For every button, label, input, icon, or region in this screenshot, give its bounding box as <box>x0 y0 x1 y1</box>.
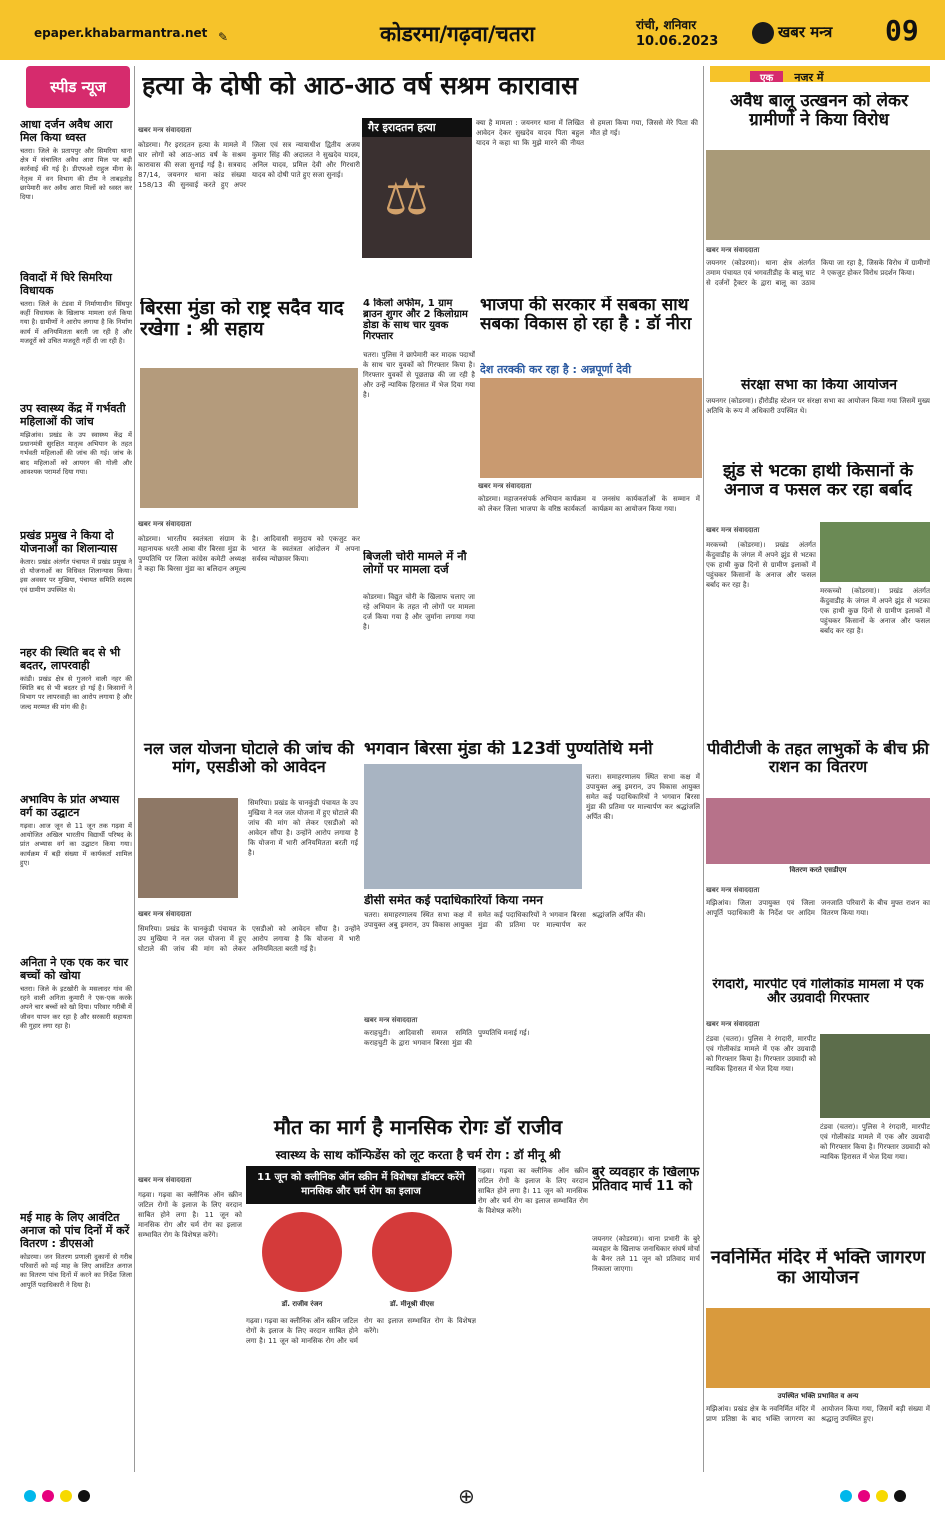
water-byline: खबर मन्त्र संवाददाता <box>138 910 192 918</box>
doctor1-name: डॉ. राजीव रंजन <box>281 1300 323 1308</box>
arrest-headline: 4 किलो अफीम, 1 ग्राम ब्राउन शुगर और 2 किलोग्राम डोडा के साथ चार युवक गिरफ्तार <box>363 298 468 342</box>
bjp-headline: भाजपा की सरकार में सबका साथ सबका विकास हो रहा है : डॉ नीरा <box>480 296 692 334</box>
sidebar-item-body: चतरा। जिले के इटखोरी के मसलादर गांव की रहने वाली अनिता कुमारी ने एक-एक करके अपने चार बच्चों को खो दिया। परिवार गरीबी में जीवन यापन कर रहा है और सरकारी सहायता की गुहार लगा रहा है। <box>20 985 132 1030</box>
extortion-body-side: टंडवा (चतरा)। पुलिस ने रंगदारी, मारपीट एवं गोलीकांड मामले में एक और उग्रवादी को गिरफ्तार किया है। गिरफ्तार उग्रवादी को न्यायिक हिरासत में भेज दिया गया। <box>820 1123 930 1161</box>
sand-photo <box>706 150 930 240</box>
pvtg-headline: पीवीटीजी के तहत लाभुकों के बीच फ्री राशन का वितरण <box>707 740 929 776</box>
main-headline: हत्या के दोषी को आठ-आठ वर्ष सश्रम कारावास <box>142 72 579 100</box>
sidebar-item <box>20 529 132 640</box>
electricity-body: कोडरमा। विद्युत चोरी के खिलाफ चलाए जा रहे अभियान के तहत नौ लोगों पर मामला दर्ज किया गया है और जुर्माना लगाया गया है। <box>363 593 475 631</box>
ek-nazar-prefix: एक <box>750 71 783 82</box>
masthead-bar <box>0 0 945 60</box>
crime-photo <box>362 118 472 258</box>
ek-nazar-tag <box>710 66 930 82</box>
birsa-anniv-body: चतरा। समाहरणालय स्थित सभा कक्ष में उपायुक्त अबु इमरान, उप विकास आयुक्त समेत कई पदाधिकारियों ने भगवान बिरसा मुंडा की प्रतिमा पर माल्यार्पण कर श्रद्धांजलि अर्पित की। <box>364 911 646 929</box>
pvtg-byline: खबर मन्त्र संवाददाता <box>706 886 760 894</box>
birsa-anniv-headline: भगवान बिरसा मुंडा की 123वीं पुण्यतिथि मनी <box>364 740 653 759</box>
color-dot <box>894 1490 906 1502</box>
site-url[interactable]: epaper.khabarmantra.net <box>34 26 208 40</box>
extortion-photo <box>820 1034 930 1118</box>
elephant-byline: खबर मन्त्र संवाददाता <box>706 526 760 534</box>
print-registration-marks <box>0 1478 945 1517</box>
sidebar-item-title: उप स्वास्थ्य केंद्र में गर्भवती महिलाओं की जांच <box>20 402 126 428</box>
extortion-headline: रंगदारी, मारपीट एवं गोलीकांड मामला में एक और उग्रवादी गिरफ्तार <box>712 978 924 1007</box>
cursor-icon: ✎ <box>218 30 229 44</box>
issue-date: 10.06.2023 <box>636 34 719 49</box>
sidebar-item-title: अभाविप के प्रांत अभ्यास वर्ग का उद्घाटन <box>20 793 120 819</box>
sidebar-item <box>20 118 132 265</box>
color-dot <box>42 1490 54 1502</box>
main-body: कोडरमा। गैर इरादतन हत्या के मामले में चार लोगों को आठ-आठ वर्ष के सश्रम कारावास की सजा सुनाई गई है। सत्रवाद 87/14, जयनगर थाना कांड संख्या 158/13 की सुनवाई करते हुए अपर जिला एवं सत्र न्यायाधीश द्वितीय अजय कुमार सिंह की अदालत ने सुखदेव यादव, अनिल यादव, प्रमिल देवी और गिरधारी यादव को दोषी पाते हुए सजा सुनाई। <box>138 141 360 189</box>
health-body: गढ़वा। गढ़वा का क्लीनिक ऑन स्क्रीन जटिल रोगों के इलाज के लिए वरदान साबित होने लगा है। 11 जून को मानसिक रोग और चर्म रोग का इलाज सम्भावित रोग के विशेषज्ञ करेंगे। <box>138 1191 242 1239</box>
birsa-anniv-body2: कराहचुटी। आदिवासी समाज समिति कराहचुटी के द्वारा भगवान बिरसा मुंडा की पुण्यतिथि मनाई गई। <box>364 1029 530 1047</box>
temple-headline: नवनिर्मित मंदिर में भक्ति जागरण का आयोजन <box>710 1248 926 1288</box>
sidebar-item-body: चतरा। जिले के प्रतापपुर और सिमरिया थाना क्षेत्र में संचालित अवैध आरा मिल पर बड़ी कार्रवाई की गई है। डीएफओ राहुल मीना के नेतृत्व में वन विभाग की टीम ने ताबड़तोड़ छापेमारी कर अवैध आरा मिलों को ध्वस्त कर दिया। <box>20 147 132 202</box>
sidebar-item-body: चतरा। जिले के टंडवा में निर्माणाधीन सिंघपुर कहीं विधायक के खिलाफ मामला दर्ज किया गया है। ग्रामीणों ने आरोप लगाया है कि निर्माण कार्य में अनियमितता बरती जा रही है और मजदूरों को उचित मजदूरी नहीं दी जा रही है। <box>20 300 132 345</box>
birsa-body: कोडरमा। भारतीय स्वतंत्रता संग्राम के महानायक धरती आबा वीर बिरसा मुंडा के पुण्यतिथि पर जिला कांग्रेस कमेटी अध्यक्ष ने कहा कि बिरसा मुंडा का बलिदान अमूल्य है। आदिवासी समुदाय को एकजुट कर भारत के स्वतंत्रता आंदोलन में अपना सर्वस्व न्योछावर किया। <box>138 535 360 573</box>
behavior-body: जयनगर (कोडरमा)। थाना प्रभारी के बुरे व्यवहार के खिलाफ जनाधिकार संघर्ष मोर्चा के बैनर तले 11 जून को प्रतिवाद मार्च निकाला जाएगा। <box>592 1235 700 1273</box>
brand-name: खबर मन्त्र <box>778 23 833 41</box>
birsa-headline: बिरसा मुंडा को राष्ट्र सदैव याद रखेगा : श्री सहाय <box>140 298 344 340</box>
temple-body: मझिआंव। प्रखंड क्षेत्र के नवनिर्मित मंदिर में प्राण प्रतिष्ठा के बाद भक्ति जागरण का आयोजन किया गया, जिसमें बड़ी संख्या में श्रद्धालु उपस्थित हुए। <box>706 1405 930 1423</box>
doctor2-photo <box>372 1212 452 1292</box>
temple-photo <box>706 1308 930 1388</box>
bjp-photo <box>480 378 702 478</box>
main-body-continued: क्या है मामला : जयनगर थाना में लिखित आवेदन देकर सुखदेव यादव पिता बहुल यादव ने कहा था कि मुझे मारने की नीयत से हमला किया गया, जिससे मेरे पिता की मौत हो गई। <box>476 119 698 147</box>
ek-nazar-label: नजर में <box>794 71 824 82</box>
doctor1-photo <box>262 1212 342 1292</box>
health-body-lower: गढ़वा। गढ़वा का क्लीनिक ऑन स्क्रीन जटिल रोगों के इलाज के लिए वरदान साबित होने लगा है। 11 जून को मानसिक रोग और चर्म रोग का इलाज सम्भावित रोग के विशेषज्ञ करेंगे। <box>246 1317 476 1345</box>
crime-photo-label: गैर इरादतन हत्या <box>362 118 472 137</box>
sidebar-item <box>20 1211 132 1413</box>
birsa-byline: खबर मन्त्र संवाददाता <box>138 520 192 528</box>
registration-target-icon: ⊕ <box>458 1484 475 1508</box>
temple-caption: उपस्थित भक्ति प्रभावित व अन्य <box>777 1392 859 1400</box>
sidebar-item-title: प्रखंड प्रमुख ने किया दो योजनाओं का शिलान्यास <box>20 529 118 555</box>
sidebar-item-title: मई माह के लिए आवंटित अनाज को पांच दिनों में करें वितरण : डीएसओ <box>20 1211 130 1250</box>
extortion-body: टंडवा (चतरा)। पुलिस ने रंगदारी, मारपीट एवं गोलीकांड मामले में एक और उग्रवादी को गिरफ्तार किया है। गिरफ्तार उग्रवादी को न्यायिक हिरासत में भेज दिया गया। <box>706 1035 816 1073</box>
sidebar-item <box>20 271 132 396</box>
section-title: कोडरमा/गढ़वा/चतरा <box>380 22 535 46</box>
water-body: सिमरिया। प्रखंड के चानकुंडी पंचायत के उप मुखिया ने नल जल योजना में हुए घोटाले की जांच की मांग को लेकर एसडीओ को आवेदन सौंपा है। उन्होंने आरोप लगाया है कि योजना में भारी अनियमितता बरती गई है। <box>138 925 360 953</box>
right-divider <box>703 66 704 1472</box>
arrest-body: चतरा। पुलिस ने छापेमारी कर मादक पदार्थों के साथ चार युवकों को गिरफ्तार किया है। गिरफ्तार युवकों से पूछताछ की जा रही है और उन्हें न्यायिक हिरासत में भेज दिया गया है। <box>363 351 475 399</box>
color-dot <box>24 1490 36 1502</box>
elephant-body-side: मरकच्चो (कोडरमा)। प्रखंड अंतर्गत केंदुवाडीह के जंगल में अपने झुंड से भटका एक हाथी कुछ दिनों से ग्रामीण इलाकों में पहुंचकर किसानों के अनाज और फसल बर्बाद कर रहा है। <box>820 587 930 635</box>
pvtg-body: मझिआंव। जिला उपायुक्त एवं जिला आपूर्ति पदाधिकारी के निर्देश पर आदिम जनजाति परिवारों के बीच मुफ्त राशन का वितरण किया गया। <box>706 899 930 917</box>
sidebar-item-body: गढ़वा। आज जून से 11 जून तक गढ़वा में आयोजित अखिल भारतीय विद्यार्थी परिषद के प्रांत अभ्यास वर्ग का उद्घाटन किया गया। कार्यक्रम में बड़ी संख्या में कार्यकर्ता शामिल हुए। <box>20 822 132 867</box>
sidebar-item-title: आधा दर्जन अवैध आरा मिल किया ध्वस्त <box>20 118 113 144</box>
city-day: रांची, शनिवार <box>636 18 697 32</box>
water-headline: नल जल योजना घोटाले की जांच की मांग, एसडीओ को आवेदन <box>144 740 354 776</box>
protection-body: जयनगर (कोडरमा)। हीरोडीह स्टेशन पर संरक्षा सभा का आयोजन किया गया जिसमें मुख्य अतिथि के रूप में अधिकारी उपस्थित थे। <box>706 397 930 415</box>
sidebar-item <box>20 646 132 787</box>
health-banner: 11 जून को क्लीनिक ऑन स्क्रीन में विशेषज्ञ डॉक्टर करेंगे मानसिक और चर्म रोग का इलाज <box>246 1166 476 1204</box>
pvtg-caption: वितरण करते एसडीएम <box>789 866 847 874</box>
sidebar-divider <box>134 66 135 1472</box>
water-body-side: सिमरिया। प्रखंड के चानकुंडी पंचायत के उप मुखिया ने नल जल योजना में हुए घोटाले की जांच की मांग को लेकर एसडीओ को आवेदन सौंपा है। उन्होंने आरोप लगाया है कि योजना में भारी अनियमितता बरती गई है। <box>248 799 358 857</box>
brand-logo-icon <box>752 22 774 44</box>
color-dot <box>840 1490 852 1502</box>
behavior-headline: बुरे व्यवहार के खिलाफ प्रतिवाद मार्च 11 को <box>592 1166 700 1195</box>
extortion-byline: खबर मन्त्र संवाददाता <box>706 1020 760 1028</box>
sand-headline: अवैध बालू उत्खनन को लेकर ग्रामीणों ने किया विरोध <box>729 92 909 130</box>
elephant-photo <box>820 522 930 582</box>
sand-body: जयनगर (कोडरमा)। थाना क्षेत्र अंतर्गत तमाम पंचायत एवं भगवतीडीह के बालू घाट से दर्जनों ट्रैक्टर के द्वारा बालू का उठाव किया जा रहा है, जिसके विरोध में ग्रामीणों ने एकजुट होकर विरोध प्रदर्शन किया। <box>706 259 930 287</box>
birsa-photo <box>140 368 358 508</box>
sand-byline: खबर मन्त्र संवाददाता <box>706 246 760 254</box>
main-byline: खबर मन्त्र संवाददाता <box>138 126 192 134</box>
elephant-body: मरकच्चो (कोडरमा)। प्रखंड अंतर्गत केंदुवाडीह के जंगल में अपने झुंड से भटका एक हाथी कुछ दिनों से ग्रामीण इलाकों में पहुंचकर किसानों के अनाज और फसल बर्बाद कर रहा है। <box>706 541 816 589</box>
color-dot <box>858 1490 870 1502</box>
birsa-anniv-side: चतरा। समाहरणालय स्थित सभा कक्ष में उपायुक्त अबु इमरान, उप विकास आयुक्त समेत कई पदाधिकारियों ने भगवान बिरसा मुंडा की प्रतिमा पर माल्यार्पण कर श्रद्धांजलि अर्पित की। <box>586 773 700 821</box>
bjp-byline: खबर मन्त्र संवाददाता <box>478 482 532 490</box>
sidebar-item-body: कोडरमा। जन वितरण प्रणाली दुकानों से गरीब परिवारों को मई माह के लिए आवंटित अनाज का वितरण पांच दिनों में करने का निर्देश जिला आपूर्ति पदाधिकारी ने दिया है। <box>20 1253 132 1289</box>
color-dot <box>78 1490 90 1502</box>
health-byline: खबर मन्त्र संवाददाता <box>138 1176 192 1184</box>
birsa-anniv-photo <box>364 764 582 889</box>
page-number: 09 <box>885 14 919 47</box>
electricity-headline: बिजली चोरी मामले में नौ लोगों पर मामला दर्ज <box>363 550 467 576</box>
protection-headline: संरक्षा सभा का किया आयोजन <box>741 378 897 393</box>
color-dot <box>876 1490 888 1502</box>
sidebar-item-body: केतार। प्रखंड अंतर्गत पंचायत में प्रखंड प्रमुख ने दो योजनाओं का विधिवत शिलान्यास किया। इस अवसर पर मुखिया, पंचायत समिति सदस्य एवं ग्रामीण उपस्थित थे। <box>20 558 132 594</box>
sidebar-item-title: अनिता ने एक एक कर चार बच्चों को खोया <box>20 956 129 982</box>
sidebar-item <box>20 956 132 1205</box>
sidebar-item <box>20 793 132 950</box>
bjp-subhead: देश तरक्की कर रहा है : अन्नपूर्णा देवी <box>480 363 632 376</box>
color-dot <box>60 1490 72 1502</box>
health-body-right: गढ़वा। गढ़वा का क्लीनिक ऑन स्क्रीन जटिल रोगों के इलाज के लिए वरदान साबित होने लगा है। 11 जून को मानसिक रोग और चर्म रोग का इलाज सम्भावित रोग के विशेषज्ञ करेंगे। <box>478 1167 588 1215</box>
doctor2-name: डॉ. मीनूश्री वीएस <box>389 1300 435 1308</box>
health-headline: मौत का मार्ग है मानसिक रोगः डॉ राजीव <box>273 1116 563 1138</box>
gavel-icon: ⚖ <box>384 168 429 226</box>
speed-news-badge: स्पीड न्यूज <box>26 66 130 108</box>
sidebar-column <box>20 112 132 1474</box>
sidebar-item-title: विवादों में घिरे सिमरिया विधायक <box>20 271 112 297</box>
sidebar-item-body: कांडी। प्रखंड क्षेत्र से गुजरने वाली नहर की स्थिति बद से भी बदतर हो गई है। किसानों ने विभाग पर लापरवाही का आरोप लगाया है और जल्द मरम्मत की मांग की है। <box>20 675 132 711</box>
sidebar-item-title: नहर की स्थिति बद से भी बदतर, लापरवाही <box>20 646 121 672</box>
sidebar-item <box>20 402 132 523</box>
water-photo <box>138 798 238 898</box>
birsa-anniv-byline: खबर मन्त्र संवाददाता <box>364 1016 418 1024</box>
pvtg-photo <box>706 798 930 864</box>
birsa-anniv-subhead: डीसी समेत कई पदाधिकारियों किया नमन <box>364 894 543 907</box>
bjp-body: कोडरमा। महाजनसंपर्क अभियान कार्यक्रम को लेकर जिला भाजपा के वरिष्ठ कार्यकर्ता व जनसंघ कार्यकर्ताओं के सम्मान में कार्यक्रम का आयोजन किया गया। <box>478 495 700 513</box>
sidebar-item-body: मझिआंव। प्रखंड के उप स्वास्थ्य केंद्र में प्रधानमंत्री सुरक्षित मातृत्व अभियान के तहत गर्भवती महिलाओं की जांच की गई। जांच के बाद महिलाओं को आयरन की गोली और आवश्यक परामर्श दिया गया। <box>20 431 132 476</box>
health-subhead: स्वास्थ्य के साथ कॉन्फिडेंस को लूट करता है चर्म रोग : डॉ मीनू श्री <box>275 1148 561 1162</box>
elephant-headline: झुंड से भटका हाथी किसानों के अनाज व फसल कर रहा बर्बाद <box>723 462 913 500</box>
